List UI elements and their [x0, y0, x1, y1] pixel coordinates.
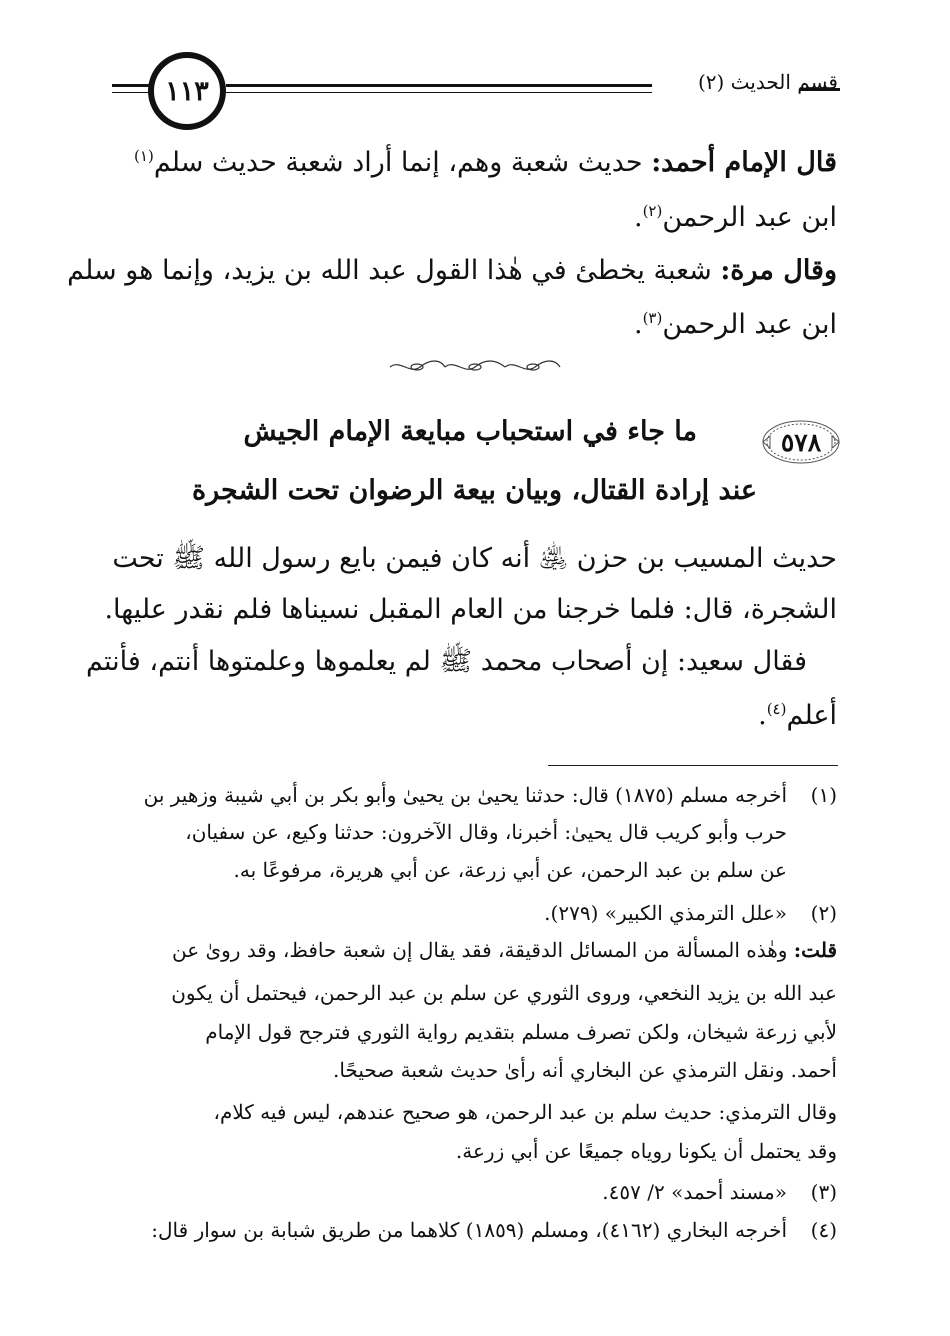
- running-title: قسم الحديث (٢): [697, 70, 838, 94]
- body-text: .: [633, 309, 643, 340]
- footnote-1: [144, 780, 837, 810]
- footnote-text: وهٰذه المسألة من المسائل الدقيقة، فقد يقال إن شعبة حافظ، وقد روىٰ عن: [171, 938, 794, 962]
- footnote-line: لأبي زرعة شيخان، ولكن تصرف مسلم بتقديم رواية الثوري فترجح قول الإمام: [205, 1020, 837, 1044]
- footnote-line: وقال الترمذي: حديث سلم بن عبد الرحمن، هو صحيح عندهم، ليس فيه كلام،: [213, 1100, 837, 1124]
- body-text: ابن عبد الرحمن: [662, 309, 837, 340]
- footnote-4: [151, 1215, 837, 1245]
- footnote-line: عبد الله بن يزيد النخعي، وروى الثوري عن سلم بن عبد الرحمن، فيحتمل أن يكون: [171, 981, 837, 1005]
- footnote-line: وقد يحتمل أن يكونا روياه جميعًا عن أبي زرعة.: [455, 1139, 837, 1163]
- chapter-number: ٥٧٨: [780, 427, 822, 457]
- header-rule-right: [226, 84, 652, 87]
- ornament-divider-icon: [385, 357, 565, 377]
- header-rule-left-thin: [112, 92, 150, 93]
- header-rule-left: [112, 84, 150, 87]
- body-text: .: [633, 202, 643, 233]
- footnote-ref: (٣): [642, 309, 663, 327]
- footnote-text: أخرجه البخاري (٤١٦٢)، ومسلم (١٨٥٩) كلاهما من طريق شبابة بن سوار قال:: [151, 1218, 787, 1242]
- footnote-number: (٢): [810, 901, 837, 925]
- body-line: [634, 305, 837, 345]
- footnote-line: أحمد. ونقل الترمذي عن البخاري أنه رأىٰ حديث شعبة صحيحًا.: [332, 1058, 837, 1082]
- footnote-2: [544, 898, 837, 928]
- footnote-text: «علل الترمذي الكبير» (٢٧٩).: [544, 901, 787, 925]
- chapter-title-line2: عند إرادة القتال، وبيان بيعة الرضوان تحت الشجرة: [191, 475, 757, 506]
- footnote-ref: (٢): [642, 202, 663, 220]
- hadith-text: أعلم: [786, 700, 837, 731]
- footnote-number: (٤): [810, 1218, 837, 1242]
- hadith-line: [86, 642, 807, 682]
- body-line: [634, 198, 837, 238]
- footnote-3: [602, 1177, 837, 1207]
- body-line: [67, 251, 837, 291]
- hadith-line: حديث المسيب بن حزن ﵁ أنه كان فيمن بايع رسول الله ﷺ تحت: [112, 543, 837, 574]
- body-text: ابن عبد الرحمن: [662, 202, 837, 233]
- body-line: [134, 143, 837, 183]
- header-rule-right-thin: [226, 92, 652, 93]
- chapter-title-line1: ما جاء في استحباب مبايعة الإمام الجيش: [243, 416, 697, 447]
- hadith-line: الشجرة، قال: فلما خرجنا من العام المقبل نسيناها فلم نقدر عليها.: [104, 594, 837, 625]
- body-text: حديث شعبة وهم، إنما أراد شعبة حديث سلم: [153, 147, 652, 178]
- footnote-separator: [548, 765, 838, 766]
- page-number: ١١٣: [148, 52, 226, 130]
- footnote-number: (١): [810, 783, 837, 807]
- hadith-line: [758, 696, 837, 736]
- footnote-ref: (٤): [766, 700, 787, 718]
- footnote-line: حرب وأبو كريب قال يحيىٰ: أخبرنا، وقال الآخرون: حدثنا وكيع، عن سفيان،: [185, 820, 787, 844]
- body-text: شعبة يخطئ في هٰذا القول عبد الله بن يزيد، وإنما هو سلم: [67, 255, 721, 286]
- hadith-text: فقال سعيد: إن أصحاب محمد ﷺ لم يعلموها وعلمتوها أنتم، فأنتم: [86, 646, 807, 677]
- footnote-line: [172, 935, 837, 965]
- footnote-text: «مسند أحمد» ٢/ ٤٥٧.: [602, 1180, 787, 1204]
- footnote-number: (٣): [810, 1180, 837, 1204]
- speaker-lead: قال الإمام أحمد:: [651, 147, 837, 178]
- speaker-lead: وقال مرة:: [720, 255, 837, 286]
- note-lead: قلت:: [793, 938, 837, 962]
- footnote-line: عن سلم بن عبد الرحمن، عن أبي زرعة، عن أبي هريرة، مرفوعًا به.: [233, 858, 787, 882]
- hadith-text: .: [758, 700, 767, 731]
- footnote-text: أخرجه مسلم (١٨٧٥) قال: حدثنا يحيىٰ بن يحيىٰ وأبو بكر بن أبي شيبة وزهير بن: [143, 783, 787, 807]
- footnote-ref: (١): [134, 147, 154, 165]
